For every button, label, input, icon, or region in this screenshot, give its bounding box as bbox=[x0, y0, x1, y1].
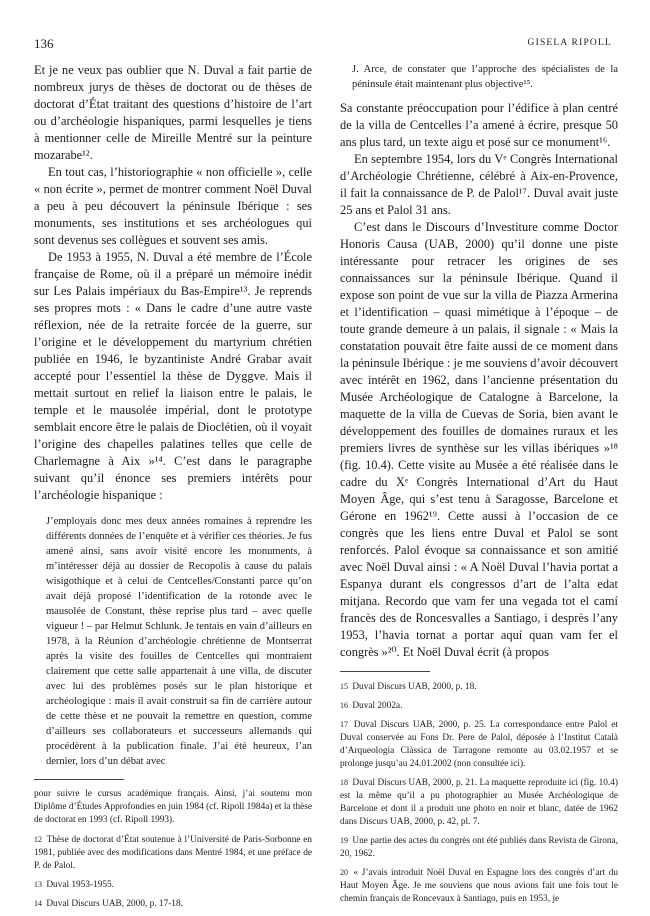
page-number: 136 bbox=[34, 36, 54, 51]
footnote-text: Duval Discurs UAB, 2000, p. 21. La maquette reproduite ici (fig. 10.4) est la même qu’il a pu photographier au Musée Archéologique de Barcelone et dont il a produit une photo en noir et blanc, datée de 1962 dans Discurs UAB, 2000, p. 42, pl. 7. bbox=[340, 778, 618, 827]
paragraph: Et je ne veux pas oublier que N. Duval a fait partie de nombreux jurys de thèses de doctorat ou de thèses de doctorat d’État traitant des questions d’histoire de l’art ou d’archéologie hispaniques, parmi lesquelles je tiens à mentionner celle de Mireille Mentré sur la peinture mozarabe¹². bbox=[34, 63, 312, 162]
footnote-text: « J’avais introduit Noël Duval en Espagne lors des congrès d’art du Haut Moyen Âge. Je me souviens que nous avions fait une fois tout le chemin français de Roncevaux à Santiago, puis en 1953, je bbox=[340, 868, 618, 904]
footnote bbox=[340, 776, 618, 829]
footnote bbox=[340, 834, 618, 861]
footnote-number: 18 bbox=[340, 778, 348, 787]
running-header-author: GISELA RIPOLL bbox=[527, 38, 612, 48]
footnote-text: Duval Discurs UAB, 2000, p. 25. La correspondance entre Palol et Duval conservée au Fons Dr. Pere de Palol, déposée à l’Institut Català d’Arqueologia Clàssica de Tarragone remonte au 03.02.1957 et se prolonge jusqu’au 24.01.2002 (non consultée ici). bbox=[340, 720, 618, 769]
footnote-number: 13 bbox=[34, 880, 42, 889]
footnote-number: 12 bbox=[34, 835, 42, 844]
footnote-number: 15 bbox=[340, 682, 348, 691]
footnote-number: 20 bbox=[340, 868, 348, 877]
paragraph: En tout cas, l’historiographie « non officielle », celle « non écrite », permet de montrer comment Noël Duval a peu à peu découvert la péninsule Ibérique : ses monuments, ses institutions et ses archéologues qui sont devenus ses collègues et souvent ses amis. bbox=[34, 165, 312, 247]
footnote-number: 17 bbox=[340, 720, 348, 729]
footnote-number: 16 bbox=[340, 701, 348, 710]
footnote bbox=[340, 866, 618, 906]
footnote-separator bbox=[340, 671, 430, 672]
block-quote-continuation: J. Arce, de constater que l’approche des spécialistes de la péninsule était maintenant plus objective¹⁵. bbox=[352, 64, 618, 90]
block-quote: J’employais donc mes deux années romaines à reprendre les différents données de l’enquête et à vérifier ces théories. Je fus amené ainsi, sans avoir visité encore les monuments, à m’intéresser déjà au dossier de Recopolis à cause du palais wisigothique et à celui de Centcelles/Constanti parce qu’on avait déjà proposé l’identification de la rotonde avec le mausolée de Constant, thèse reprise plus tard – avec quelle vigueur ! – par Helmut Schlunk. Je tentais en vain d’ailleurs en 1978, à la Réunion d’archéologie chrétienne de Montserrat après la visite des fouilles de Centcelles qui montraient clairement que cette salle appartenait à une villa, de discuter avec lui des problèmes posés sur le plan historique et archéologique : mais il avait construit sa fin de carrière autour de cette thèse et ne pouvait la remettre en question, comme d’ailleurs ses collaborateurs et successeurs allemands qui procédèrent à la publication finale. J’ai été heureux, l’an dernier, lors d’un débat avec bbox=[46, 516, 312, 767]
paragraph: C’est dans le Discours d’Investiture comme Doctor Honoris Causa (UAB, 2000) qu’il donne une piste intéressante pour retracer les origines de ses connaissances sur la péninsule Ibérique. Quand il expose son point de vue sur la villa de Piazza Armerina et l’identification – quasi mimétique à l’époque – de toute grande demeure à un palais, il signale : « Mais la constatation pouvait être faite aussi de ce moment dans la péninsule Ibérique : je me souviens d’avoir découvert avec intérêt en 1962, dans l’ancienne présentation du Musée Archéologique de Catalogne à Barcelone, la maquette de la villa de Cuevas de Soria, bien avant le développement des fouilles de domaines ruraux et les premiers livres de synthèse sur les villas ibériques »¹⁸ (fig. 10.4). Cette visite au Musée a été réalisée dans le cadre du Xᵉ Congrès International d’Art du Haut Moyen Âge, qui s’est tenu à Saragosse, Barcelone et Gérone en 1962¹⁹. Cette aussi à l’occasion de ce congrès que les liens entre Duval et Palol se sont renforcés. Palol évoque sa connaissance et son amitié avec Noël Duval ainsi : « A Noël Duval l’havia portat a Espanya durant els congressos d’art de l’alta edat mitjana. Recordo que vam fer una vegada tot el camí francès des de Roncesvalles a Santiago, i desprès l’any 1953, l’havia tornat a portar aquí quan vam fer el congrès »²⁰. Et Noël Duval écrit (à propos bbox=[340, 220, 619, 659]
footnote-text: Duval 2002a. bbox=[352, 701, 403, 711]
footnote-text: Thèse de doctorat d’État soutenue à l’Université de Paris-Sorbonne en 1981, publiée avec des modifications dans Mentré 1984, et une préface de P. de Palol. bbox=[34, 835, 312, 871]
footnote-continuation: pour suivre le cursus académique français. Ainsi, j’ai soutenu mon Diplôme d’Études Approfondies en juin 1984 (cf. Ripoll 1984a) et la thèse de doctorat en 1993 (cf. Ripoll 1993). bbox=[34, 789, 312, 825]
left-column bbox=[34, 62, 312, 916]
footnote-text: Une partie des actes du congrès ont été publiés dans Revista de Girona, 20, 1962. bbox=[340, 836, 619, 859]
paragraph: Sa constante préoccupation pour l’édifice à plan centré de la villa de Centcelles l’a amené à écrire, presque 50 ans plus tard, un texte aigu et posé sur ce monument¹⁶. bbox=[340, 101, 618, 149]
footnote-text: Duval 1953-1955. bbox=[46, 880, 114, 890]
footnote-text: Duval Discurs UAB, 2000, p. 18. bbox=[352, 682, 477, 692]
footnote-number: 19 bbox=[340, 836, 348, 845]
paragraph: De 1953 à 1955, N. Duval a été membre de l’École française de Rome, où il a préparé un mémoire inédit sur Les Palais impériaux du Bas-Empire¹³. Je reprends ses propres mots : « Dans le cadre d’une autre vaste réflexion, née de la retraite forcée de la guerre, sur l’origine et le développement du martyrium chrétien publiée en 1946, le byzantiniste André Grabar avait accepté pour l’essentiel la thèse de Dyggve. Mais il mettait surtout en relief la liaison entre le palais, le temple et le mausolée impérial, dont le prototype semblait encore être le palais de Dioclétien, où il voyait l’origine des chapelles palatines telles que celle de Charlemagne à Aix »¹⁴. C’est dans le paragraphe suivant qu’il énonce ses premiers intérêts pour l’archéologie hispanique : bbox=[34, 250, 312, 502]
footnote-separator bbox=[34, 779, 124, 780]
right-column bbox=[340, 62, 618, 911]
footnote bbox=[340, 718, 618, 771]
footnote-text: Duval Discurs UAB, 2000, p. 17-18. bbox=[46, 899, 183, 909]
paragraph: En septembre 1954, lors du Vᵉ Congrès International d’Archéologie Chrétienne, célébré à Aix-en-Provence, il fait la connaissance de P. de Palol¹⁷. Duval avait juste 25 ans et Palol 31 ans. bbox=[340, 152, 618, 217]
footnote bbox=[34, 878, 312, 892]
footnote bbox=[340, 699, 618, 713]
footnote bbox=[34, 833, 312, 873]
footnote-number: 14 bbox=[34, 899, 42, 908]
footnote bbox=[34, 897, 312, 911]
footnote bbox=[340, 680, 618, 694]
